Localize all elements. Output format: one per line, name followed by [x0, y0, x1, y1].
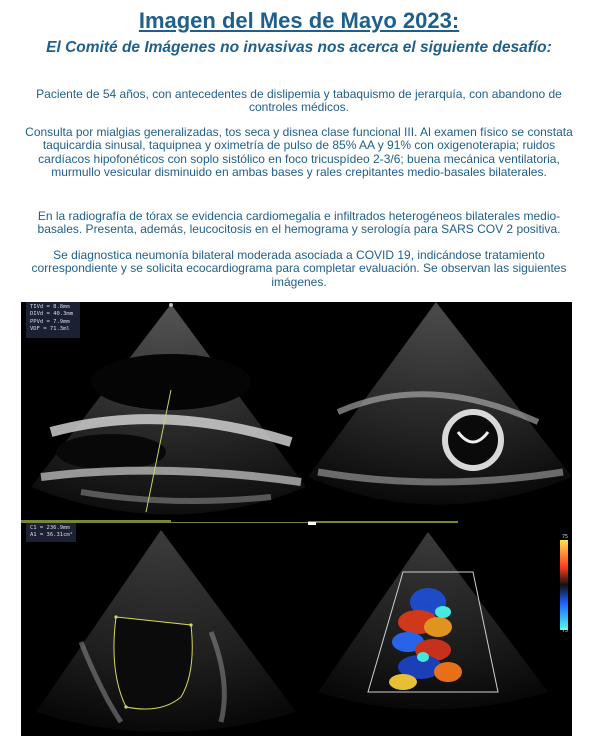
measurement-vdf: VDF = 71.3ml: [30, 325, 70, 332]
echo-color-doppler: [308, 522, 572, 736]
measurement-ppvd: PPVd = 7.9mm: [30, 318, 70, 325]
echo-image-doppler: [308, 522, 572, 736]
measurement-box: [26, 523, 76, 542]
case-paragraph-xray: En la radiografía de tórax se evidencia cardiomegalia e infiltrados heterogéneos bilaterales medio-basales. Presenta, además, leucocitosis en el hemograma y serología para SARS COV 2 positiva.: [37, 209, 561, 237]
colorbar-bottom-label: 75: [562, 628, 569, 634]
measurement-divd: DIVd = 40.3mm: [30, 311, 74, 318]
echo-parasternal-short-axis: [308, 302, 572, 522]
colorbar-top-label: 75: [562, 534, 569, 540]
measurement-c1: C1 = 236.9mm: [30, 525, 70, 531]
measurement-box: [26, 302, 80, 338]
echo-image-psax: [308, 302, 572, 522]
page-title: Imagen del Mes de Mayo 2023:: [138, 8, 460, 33]
page-subtitle: El Comité de Imágenes no invasivas nos acerca el siguiente desafío:: [46, 39, 552, 56]
measurement-a1: A1 = 36.31cm²: [30, 532, 74, 539]
case-paragraph-diagnosis: Se diagnostica neumonía bilateral moderada asociada a COVID 19, indicándose tratamiento correspondiente y se solicita ecocardiograma para completar evaluación. Se observan las siguientes imágenes.: [31, 248, 567, 289]
case-paragraph-history: Paciente de 54 años, con antecedentes de dislipemia y tabaquismo de jerarquía, con abandono de controles médicos.: [36, 87, 562, 115]
echo-apical-view: [21, 522, 308, 736]
measurement-tivd: TIVd = 8.8mm: [30, 304, 70, 310]
echo-image-apical: [21, 522, 308, 736]
echo-parasternal-long-axis: [21, 302, 308, 522]
case-paragraph-presentation: Consulta por mialgias generalizadas, tos seca y disnea clase funcional III. Al examen físico se constata taquicardia sinusal, taquipnea y oximetría de pulso de 85% AA y 91% con oxigenoterapia; ruidos cardíacos hipofonéticos con soplo sistólico en foco tricuspídeo 2-3/6; buena mecánica ventilatoria, murmullo vesicular disminuido en ambas bases y rales crepitantes medio-basales bilaterales.: [25, 125, 573, 180]
